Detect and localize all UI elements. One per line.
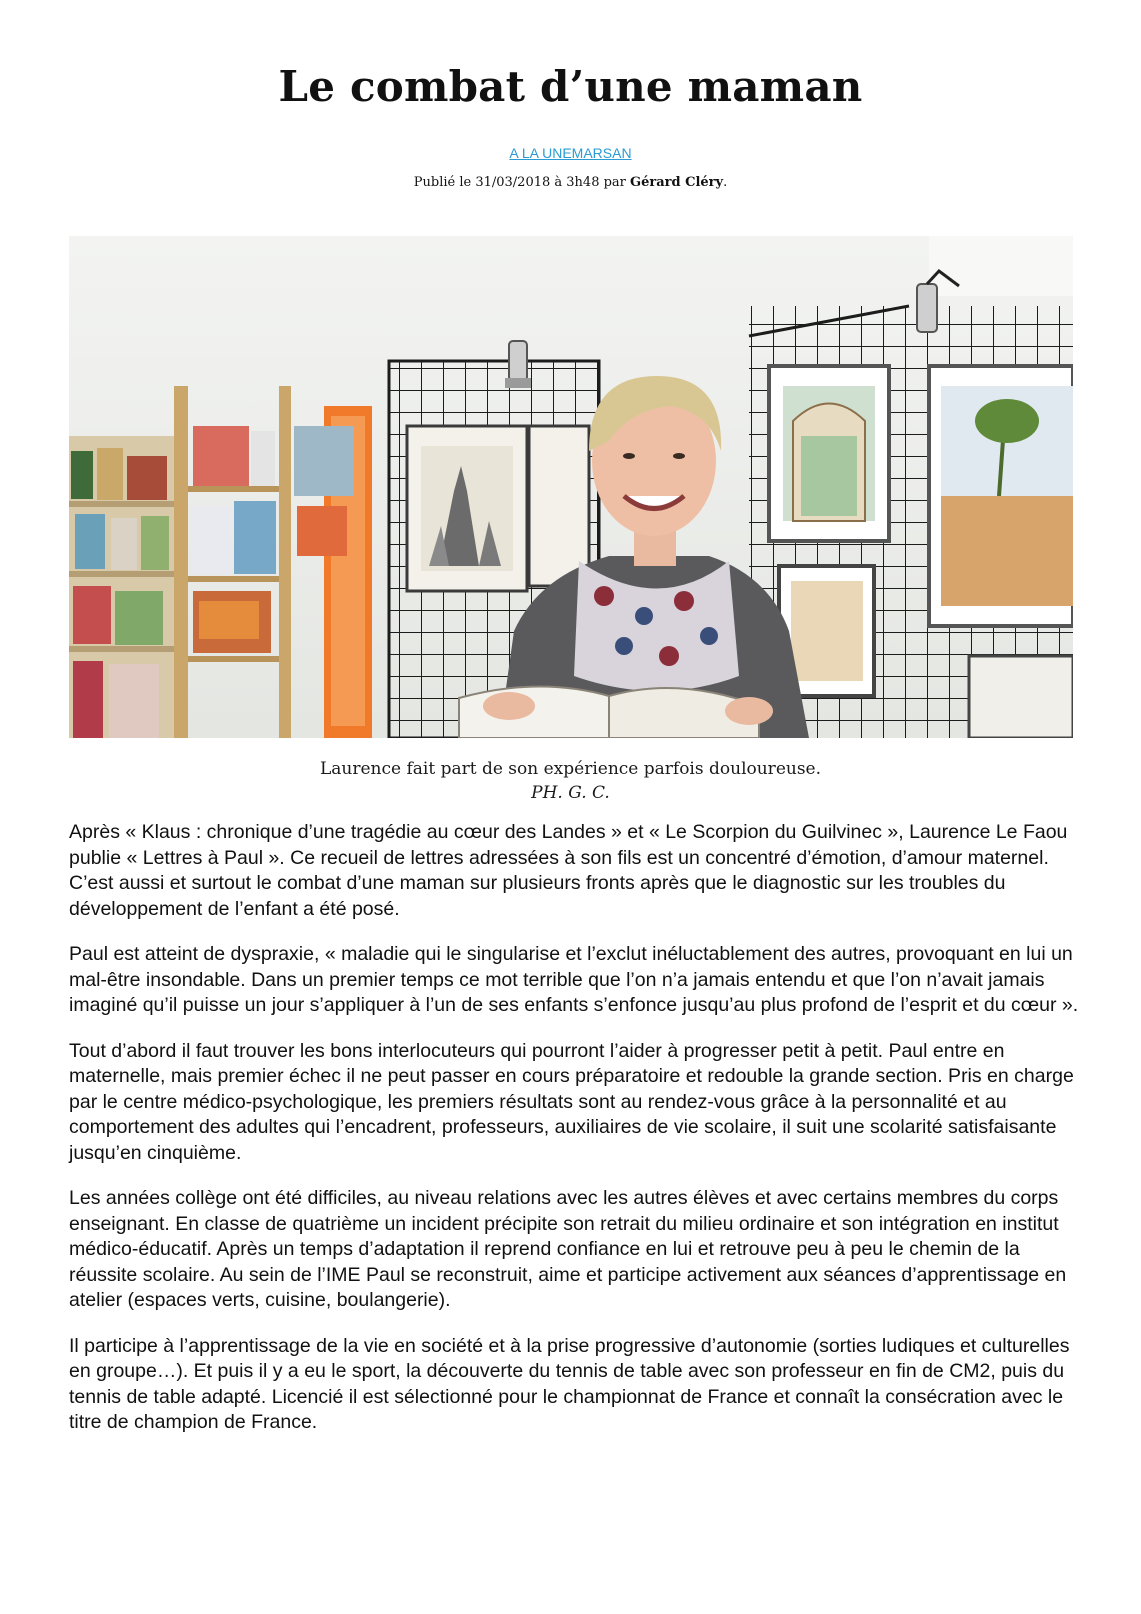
article-paragraph: Il participe à l’apprentissage de la vie en société et à la prise progressive d’autonomie (sorties ludiques et culturelles en groupe…). Et puis il y a eu le sport, la découverte du tennis de table avec son professeur en fin de CM2, puis du tennis de table adapté. Licencié il est sélectionné pour le championnat de France et connaît la consécration avec le titre de champion de France. (69, 1334, 1070, 1433)
byline-suffix: . (723, 175, 728, 190)
article-paragraph: Paul est atteint de dyspraxie, « maladie qui le singularise et l’exclut inéluctablement des autres, provoquant en lui un mal-être insondable. Dans un premier temps ce mot terrible que l’on n’a jamais entendu et que l’on n’avait jamais imaginé qu’il puisse un jour s’appliquer à l’un de ses enfants s’enfonce jusqu’au plus profond de l’esprit et du cœur ». (69, 943, 1079, 1016)
photo-caption (0, 757, 1141, 805)
photo-credit: PH. G. C. (531, 783, 610, 803)
article-paragraph: Tout d’abord il faut trouver les bons interlocuteurs qui pourront l’aider à progresser petit à petit. Paul entre en maternelle, mais premier échec il ne peut passer en cours préparatoire et redouble la grande section. Pris en charge par le centre médico-psychologique, les premiers résultats sont au rendez-vous grâce à la personnalité et au comportement des adultes qui l’encadrent, professeurs, auxiliaires de vie scolaire, il suit une scolarité satisfaisante jusqu’en cinquième. (69, 1039, 1074, 1164)
article-paragraph: Les années collège ont été difficiles, au niveau relations avec les autres élèves et avec certains membres du corps enseignant. En classe de quatrième un incident précipite son retrait du milieu ordinaire et son intégration en institut médico-éducatif. Après un temps d’adaptation il reprend confiance en lui et retrouve peu à peu le chemin de la réussite scolaire. Au sein de l’IME Paul se reconstruit, aime et participe activement aux séances d’apprentissage en atelier (espaces verts, cuisine, boulangerie). (69, 1187, 1067, 1311)
article-body (69, 820, 1079, 1456)
byline-prefix: Publié le 31/03/2018 à 3h48 par (413, 175, 631, 190)
article-paragraph: Après « Klaus : chronique d’une tragédie au cœur des Landes » et « Le Scorpion du Guilvinec », Laurence Le Faou publie « Lettres à Paul ». Ce recueil de lettres adressées à son fils est un concentré d’émotion, d’amour maternel. C’est aussi et surtout le combat d’une maman sur plusieurs fronts après que le diagnostic sur les troubles du développement de l’enfant a été posé. (69, 821, 1068, 920)
rubric (0, 145, 1141, 161)
byline-author: Gérard Cléry (630, 175, 724, 190)
article-title: Le combat d’une maman (278, 62, 863, 111)
rubric-link[interactable]: A LA UNEMARSAN (509, 145, 632, 161)
article-photo (69, 236, 1073, 738)
byline (0, 175, 1141, 190)
caption-text: Laurence fait part de son expérience parfois douloureuse. (319, 759, 822, 779)
